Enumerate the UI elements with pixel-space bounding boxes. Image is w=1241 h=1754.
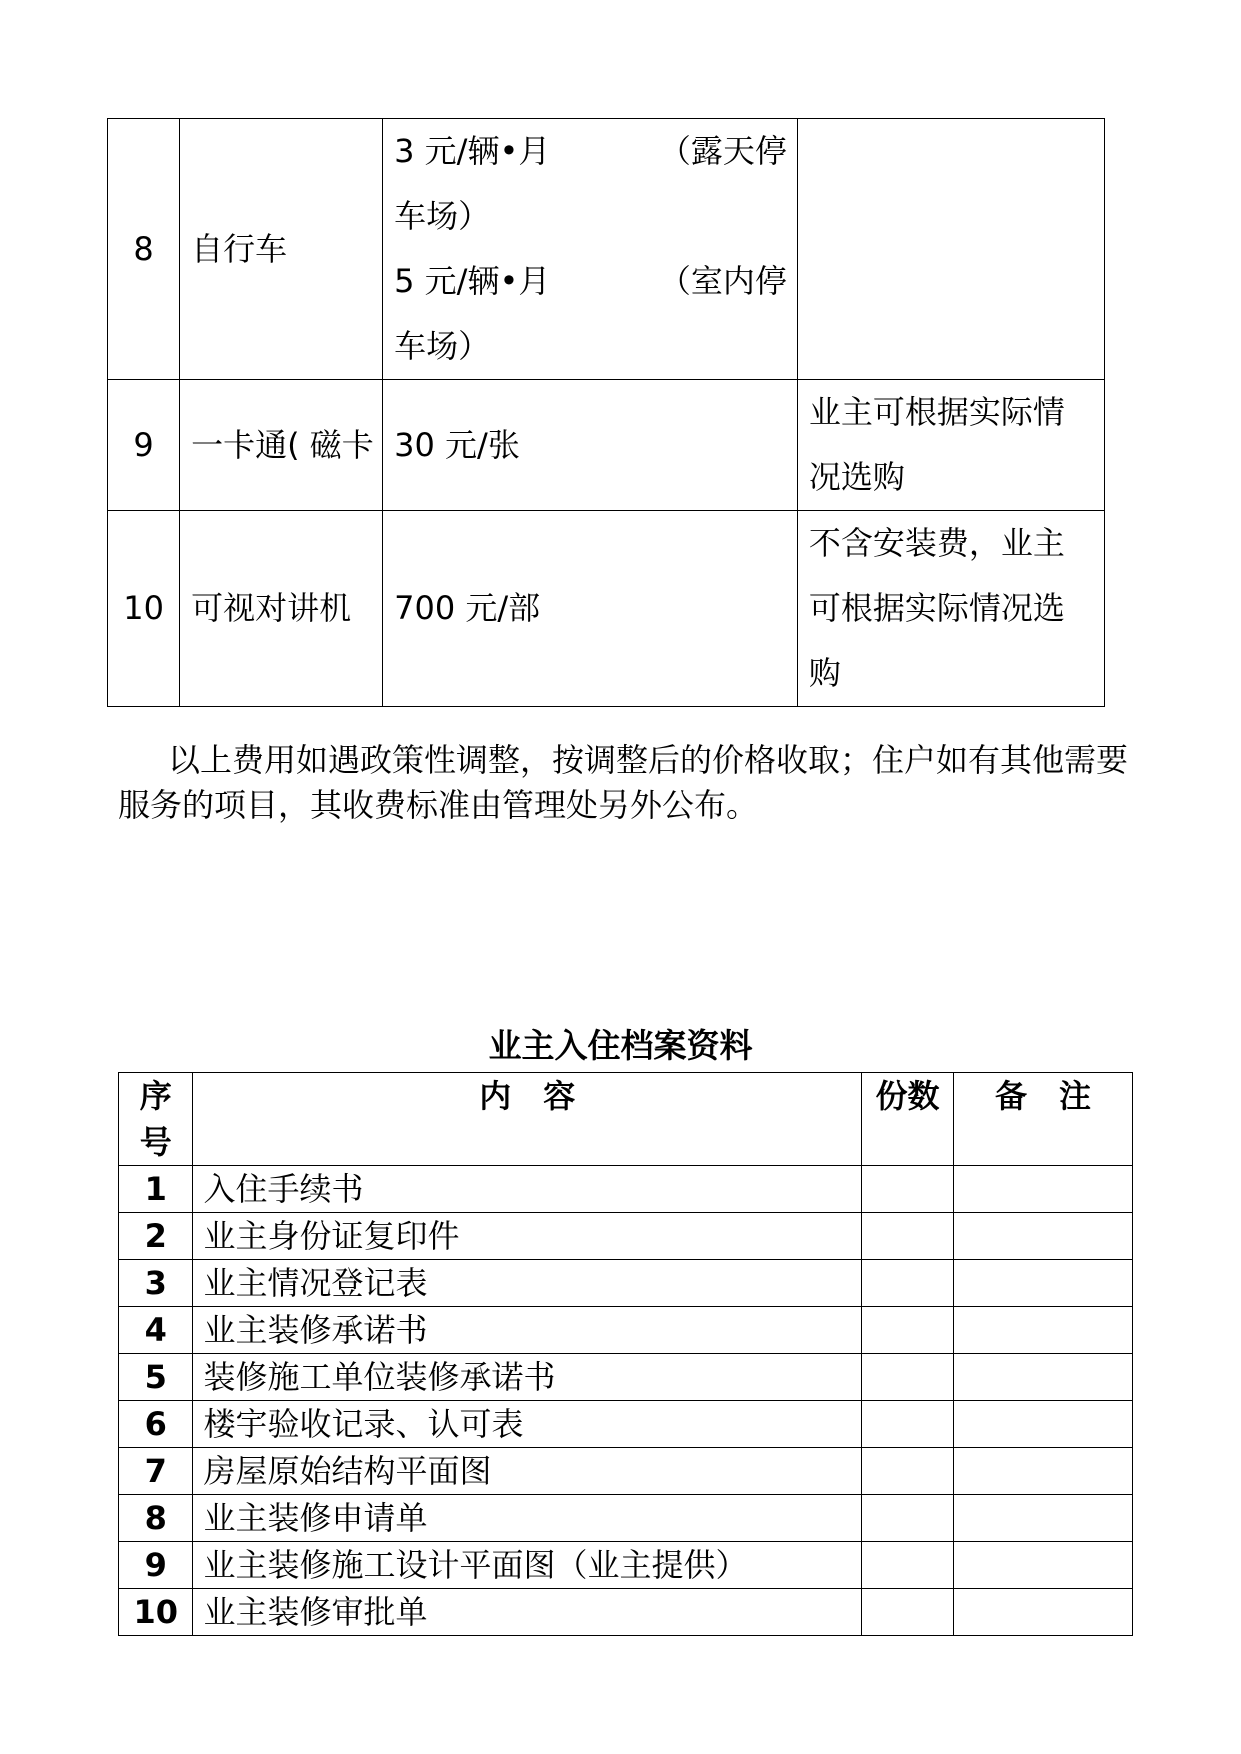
row-copies xyxy=(862,1401,954,1448)
price-line-location: （室内停 xyxy=(658,262,787,300)
fee-row xyxy=(108,380,1105,511)
fee-item: 一卡通( 磁卡 xyxy=(180,380,383,511)
row-content: 入住手续书 xyxy=(193,1166,862,1213)
fee-row xyxy=(108,511,1105,707)
row-seq: 8 xyxy=(119,1495,193,1542)
row-content: 业主身份证复印件 xyxy=(193,1213,862,1260)
row-content: 业主情况登记表 xyxy=(193,1260,862,1307)
row-content: 业主装修审批单 xyxy=(193,1589,862,1636)
note-line: 业主可根据实际情 xyxy=(808,393,1065,431)
row-remark xyxy=(953,1354,1132,1401)
table-row xyxy=(119,1589,1133,1636)
table-row xyxy=(119,1401,1133,1448)
price-line xyxy=(394,249,787,314)
row-seq: 2 xyxy=(119,1213,193,1260)
price-line-text: 5 元/辆•月 xyxy=(394,262,551,300)
table-row xyxy=(119,1495,1133,1542)
price-line-text: 车场） xyxy=(394,327,491,365)
table-row xyxy=(119,1166,1133,1213)
row-remark xyxy=(953,1542,1132,1589)
row-content: 房屋原始结构平面图 xyxy=(193,1448,862,1495)
note-line: 况选购 xyxy=(808,458,905,496)
table-row xyxy=(119,1307,1133,1354)
row-remark xyxy=(953,1166,1132,1213)
row-copies xyxy=(862,1542,954,1589)
row-copies xyxy=(862,1495,954,1542)
header-seq-line2: 号 xyxy=(139,1123,172,1161)
row-copies xyxy=(862,1166,954,1213)
row-content: 楼宇验收记录、认可表 xyxy=(193,1401,862,1448)
fee-price xyxy=(383,119,798,380)
archive-header-row xyxy=(119,1073,1133,1166)
row-remark xyxy=(953,1495,1132,1542)
fee-note xyxy=(797,380,1104,511)
table-row xyxy=(119,1354,1133,1401)
row-seq: 10 xyxy=(119,1589,193,1636)
header-remark: 备 注 xyxy=(953,1073,1132,1166)
row-remark xyxy=(953,1260,1132,1307)
fee-price xyxy=(383,380,798,511)
price-line-location: （露天停 xyxy=(658,132,787,170)
header-copies: 份数 xyxy=(862,1073,954,1166)
row-remark xyxy=(953,1448,1132,1495)
price-line xyxy=(394,314,787,379)
header-seq xyxy=(119,1073,193,1166)
fee-item: 自行车 xyxy=(180,119,383,380)
row-remark xyxy=(953,1401,1132,1448)
row-content: 装修施工单位装修承诺书 xyxy=(193,1354,862,1401)
row-seq: 6 xyxy=(119,1401,193,1448)
row-seq: 7 xyxy=(119,1448,193,1495)
row-copies xyxy=(862,1448,954,1495)
fee-item: 可视对讲机 xyxy=(180,511,383,707)
note-line: 购 xyxy=(808,654,841,692)
price-line-text: 车场） xyxy=(394,197,491,235)
price-line-text: 3 元/辆•月 xyxy=(394,132,551,170)
table-row xyxy=(119,1448,1133,1495)
fee-note xyxy=(797,119,1104,380)
row-seq: 9 xyxy=(119,1542,193,1589)
fee-row xyxy=(108,119,1105,380)
row-copies xyxy=(862,1354,954,1401)
row-content: 业主装修施工设计平面图（业主提供） xyxy=(193,1542,862,1589)
fee-price xyxy=(383,511,798,707)
fee-table xyxy=(107,118,1105,707)
fee-table-body xyxy=(108,119,1105,707)
archive-table-body xyxy=(119,1073,1133,1636)
archive-title: 业主入住档案资料 xyxy=(488,1026,753,1065)
note-line: 可根据实际情况选 xyxy=(808,589,1065,627)
price-line xyxy=(394,576,787,641)
table-row xyxy=(119,1213,1133,1260)
row-remark xyxy=(953,1589,1132,1636)
fee-adjustment-note: 以上费用如遇政策性调整，按调整后的价格收取；住户如有其他需要服务的项目，其收费标准由管理处另外公布。 xyxy=(118,741,1129,824)
row-copies xyxy=(862,1213,954,1260)
fee-number: 10 xyxy=(108,511,180,707)
price-line xyxy=(394,184,787,249)
fee-number: 8 xyxy=(108,119,180,380)
header-content: 内 容 xyxy=(193,1073,862,1166)
price-line-text: 700 元/部 xyxy=(394,589,541,627)
row-copies xyxy=(862,1307,954,1354)
row-remark xyxy=(953,1213,1132,1260)
row-seq: 3 xyxy=(119,1260,193,1307)
row-remark xyxy=(953,1307,1132,1354)
fee-number: 9 xyxy=(108,380,180,511)
row-seq: 1 xyxy=(119,1166,193,1213)
note-line: 不含安装费，业主 xyxy=(808,524,1065,562)
price-line-text: 30 元/张 xyxy=(394,425,520,464)
row-content: 业主装修承诺书 xyxy=(193,1307,862,1354)
price-line xyxy=(394,413,787,478)
table-row xyxy=(119,1260,1133,1307)
table-row xyxy=(119,1542,1133,1589)
archive-table xyxy=(118,1072,1133,1636)
fee-note xyxy=(797,511,1104,707)
price-line xyxy=(394,119,787,184)
row-content: 业主装修申请单 xyxy=(193,1495,862,1542)
header-seq-line1: 序 xyxy=(139,1077,172,1115)
row-seq: 5 xyxy=(119,1354,193,1401)
row-seq: 4 xyxy=(119,1307,193,1354)
row-copies xyxy=(862,1260,954,1307)
row-copies xyxy=(862,1589,954,1636)
